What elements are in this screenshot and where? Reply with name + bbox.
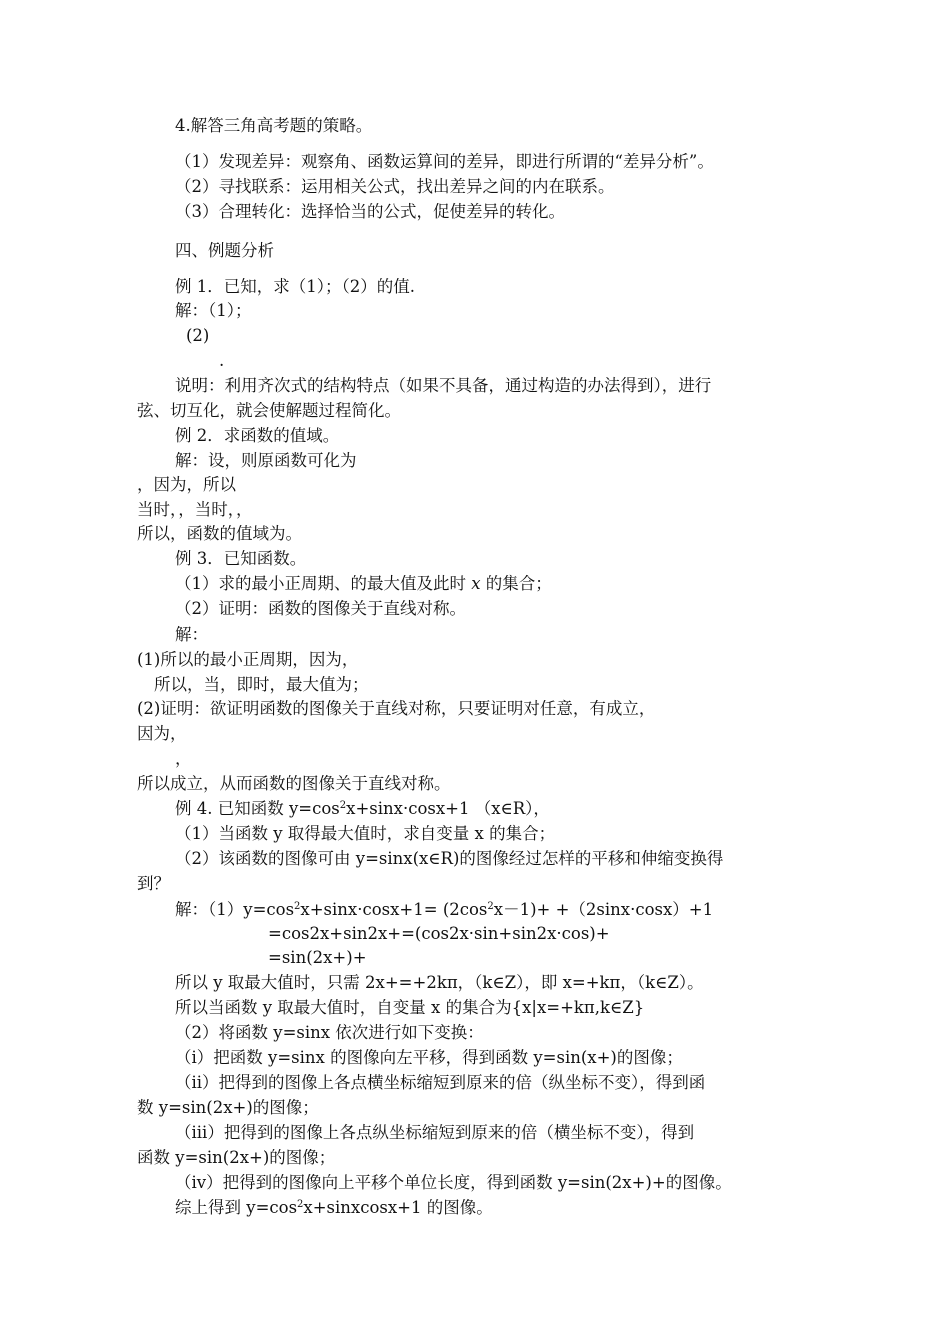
ex4-sup: 2 [339,800,347,811]
example-4-question-2: （2）该函数的图像可由 y=sinx(x∈R)的图像经过怎样的平移和伸缩变换得 [175,849,724,868]
s1-text-c: x－1)+ +（2sinx·cosx）+1 [493,900,714,919]
example-4-solution-2: =cos2x+sin2x+=(cos2x·sin+sin2x·cos)+ [268,924,610,943]
s1-text-a: 解：（1）y=cos [175,900,295,919]
example-1-note: 说明：利用齐次式的结构特点（如果不具备，通过构造的办法得到），进行 [175,376,712,395]
q1-text-a: （1）求的最小正周期、的最大值及此时 [175,574,472,593]
example-4-solution-1 [175,898,713,922]
q1-var-x: x [471,574,481,593]
example-3-step-4: 因为， [137,724,187,743]
end-sup: 2 [297,1199,304,1210]
example-4-question-1: （1）当函数 y 取得最大值时，求自变量 x 的集合； [175,824,556,843]
example-1-period: . [219,351,225,370]
end-text-b: x+sinxcosx+1 的图像。 [303,1198,493,1217]
transform-step-iv: （iv）把得到的图像向上平移个单位长度，得到函数 y=sin(2x+)+的图像。 [175,1173,732,1192]
example-3-question-2: （2）证明：函数的图像关于直线对称。 [175,599,466,618]
example-4-solution-4: 所以 y 取最大值时，只需 2x+=+2kπ，（k∈Z），即 x=+kπ，（k∈Z）。 [175,973,704,992]
conclusion [175,1196,493,1220]
strategy-2: （2）寻找联系：运用相关公式，找出差异之间的内在联系。 [175,177,615,196]
transform-step-i: （i）把函数 y=sinx 的图像向左平移，得到函数 y=sin(x+)的图像； [175,1048,683,1067]
example-2: 例 2．求函数的值域。 [175,426,340,445]
q1-text-b: 的集合； [480,574,552,593]
example-3-question-1 [175,572,552,596]
transform-intro: （2）将函数 y=sinx 依次进行如下变换： [175,1023,484,1042]
example-3-step-3: (2)证明：欲证明函数的图像关于直线对称，只要证明对任意，有成立， [137,699,656,718]
example-4-solution-5: 所以当函数 y 取最大值时，自变量 x 的集合为{x|x=+kπ,k∈Z} [175,998,645,1017]
transform-step-iii: （iii）把得到的图像上各点纵坐标缩短到原来的倍（横坐标不变），得到 [175,1123,695,1142]
example-1: 例 1．已知，求（1）；（2）的值. [175,277,415,296]
example-2-line-3: 当时，，当时，， [137,500,253,519]
example-4-solution-3: =sin(2x+)+ [268,948,367,967]
s1-sup-1: 2 [294,901,301,912]
transform-step-ii-cont: 数 y=sin(2x+)的图像； [137,1098,319,1117]
transform-step-iii-cont: 函数 y=sin(2x+)的图像； [137,1148,336,1167]
example-4 [175,797,550,821]
example-1-note-cont: 弦、切互化，就会使解题过程简化。 [137,401,401,420]
example-2-line-2: ，因为，所以 [137,475,236,494]
section-heading-examples: 四、例题分析 [175,241,274,260]
ex4-text-b: x+sinx·cosx+1 （x∈R）， [346,799,550,818]
example-3-step-5: ， [175,749,192,768]
ex4-text-a: 例 4. 已知函数 y=cos [175,799,340,818]
example-3-step-2: 所以，当，即时，最大值为； [154,675,369,694]
strategy-1: （1）发现差异：观察角、函数运算间的差异，即进行所谓的“差异分析”。 [175,152,714,171]
end-text-a: 综上得到 y=cos [175,1198,298,1217]
section-4-title: 4.解答三角高考题的策略。 [175,116,373,135]
example-3: 例 3．已知函数。 [175,549,307,568]
example-1-solution: 解：（1）； [175,301,252,320]
s1-sup-2: 2 [487,901,494,912]
transform-step-ii: （ii）把得到的图像上各点横坐标缩短到原来的倍（纵坐标不变），得到函 [175,1073,706,1092]
example-4-question-2-cont: 到？ [137,874,170,893]
example-3-step-1: (1)所以的最小正周期，因为， [137,650,359,669]
s1-text-b: x+sinx·cosx+1= (2cos [300,900,488,919]
example-3-solution: 解： [175,625,208,644]
example-1-part-2: (2) [186,326,210,345]
example-2-solution: 解：设，则原函数可化为 [175,451,357,470]
example-2-line-4: 所以，函数的值域为。 [137,524,302,543]
strategy-3: （3）合理转化：选择恰当的公式，促使差异的转化。 [175,202,565,221]
example-3-step-6: 所以成立，从而函数的图像关于直线对称。 [137,774,451,793]
